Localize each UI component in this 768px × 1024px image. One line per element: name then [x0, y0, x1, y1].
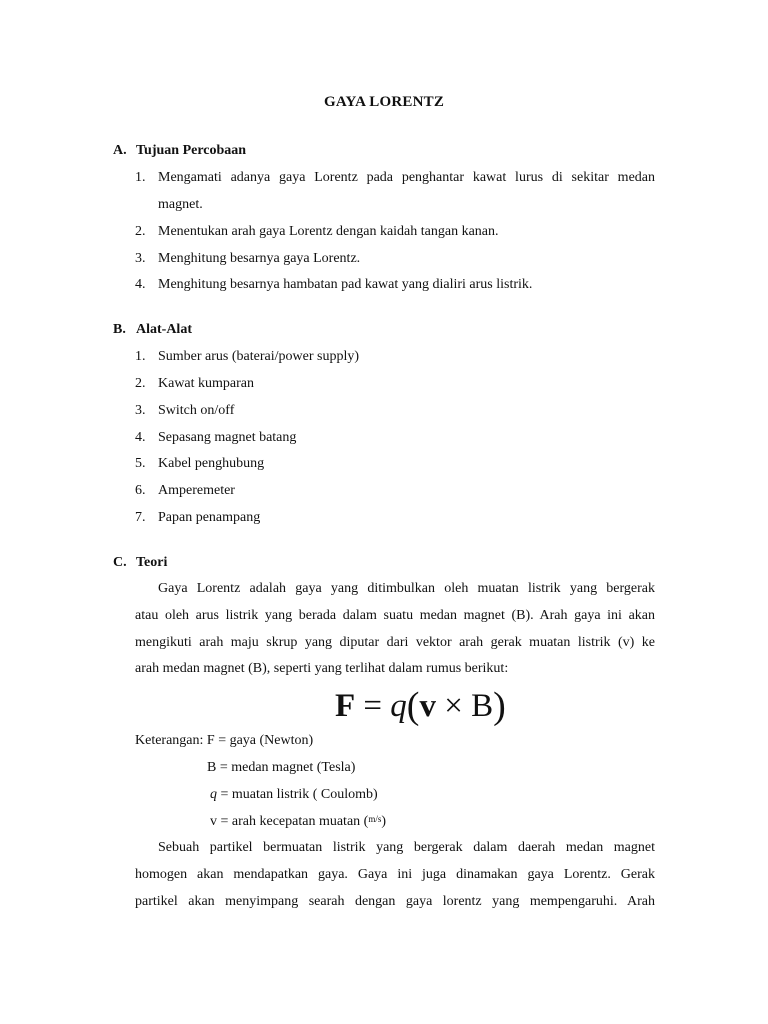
keterangan-label: Keterangan: F = gaya (Newton): [135, 733, 314, 748]
list-number: 2.: [135, 376, 146, 391]
list-number: 3.: [135, 403, 146, 418]
paragraph-line: atau oleh arus listrik yang berada dalam suatu medan magnet (B). Arah gaya ini akan: [135, 608, 655, 623]
formula-force: F: [335, 688, 356, 724]
list-text: Kawat kumparan: [158, 376, 255, 391]
list-item: [135, 456, 655, 472]
list-number: 6.: [135, 483, 146, 498]
list-item: [135, 349, 655, 365]
list-number: 7.: [135, 510, 146, 525]
formula-open-paren: (: [406, 685, 420, 727]
list-item: [135, 430, 655, 446]
section-b-heading: [113, 322, 192, 338]
section-c-letter: C.: [113, 555, 127, 570]
list-item: [135, 403, 655, 419]
list-text: Kabel penghubung: [158, 456, 265, 471]
list-number: 5.: [135, 456, 146, 471]
document-title: GAYA LORENTZ: [323, 94, 445, 110]
list-number: 4.: [135, 430, 146, 445]
keterangan-v-text: v = arah kecepatan muatan (: [210, 814, 369, 829]
paragraph-line: Gaya Lorentz adalah gaya yang ditimbulkan oleh muatan listrik yang bergerak: [158, 581, 655, 596]
list-text: Sepasang magnet batang: [158, 430, 297, 445]
formula-charge: q: [390, 688, 407, 724]
list-number: 3.: [135, 251, 146, 266]
section-a-title: Tujuan Percobaan: [136, 143, 247, 158]
keterangan-v-unit: m/s: [368, 814, 382, 824]
formula-cross: ×: [444, 688, 463, 724]
list-text: Switch on/off: [158, 403, 235, 418]
section-b-letter: B.: [113, 322, 126, 337]
list-text: Sumber arus (baterai/power supply): [158, 349, 359, 364]
formula-field: B: [471, 688, 494, 724]
keterangan-q-symbol: q: [210, 787, 217, 802]
formula-equals: =: [363, 688, 383, 724]
list-item: [135, 251, 655, 267]
list-item: [135, 224, 655, 240]
list-item: [135, 277, 655, 293]
list-text: Menghitung besarnya hambatan pad kawat yang dialiri arus listrik.: [158, 277, 533, 292]
section-a-heading: [113, 143, 246, 159]
paragraph-line: arah medan magnet (B), seperti yang terlihat dalam rumus berikut:: [135, 661, 509, 676]
paragraph-line: homogen akan mendapatkan gaya. Gaya ini juga dinamakan gaya Lorentz. Gerak: [135, 867, 655, 882]
list-number: 2.: [135, 224, 146, 239]
keterangan-b: B = medan magnet (Tesla): [207, 760, 356, 775]
keterangan-q-text: = muatan listrik ( Coulomb): [217, 787, 378, 802]
list-number: 4.: [135, 277, 146, 292]
keterangan-v-close: ): [381, 814, 387, 829]
list-text: Menentukan arah gaya Lorentz dengan kaidah tangan kanan.: [158, 224, 499, 239]
list-text: Menghitung besarnya gaya Lorentz.: [158, 251, 361, 266]
formula-velocity: v: [419, 688, 436, 724]
keterangan-v: [210, 814, 386, 830]
list-number: 1.: [135, 170, 146, 185]
list-item: [135, 483, 655, 499]
section-c-heading: [113, 555, 167, 571]
list-item: [135, 510, 655, 526]
list-text: Mengamati adanya gaya Lorentz pada penghantar kawat lurus di sekitar medan: [158, 170, 655, 185]
section-b-title: Alat-Alat: [136, 322, 192, 337]
formula-close-paren: ): [493, 685, 506, 727]
paragraph-line: partikel akan menyimpang searah dengan gaya lorentz yang mempengaruhi. Arah: [135, 894, 655, 909]
list-item: [135, 376, 655, 392]
list-item: [135, 170, 655, 186]
section-c-title: Teori: [136, 555, 168, 570]
list-text-continuation: magnet.: [158, 197, 203, 212]
paragraph-line: Sebuah partikel bermuatan listrik yang bergerak dalam daerah medan magnet: [158, 840, 655, 855]
paragraph-line: mengikuti arah maju skrup yang diputar dari vektor arah gerak muatan listrik (v) ke: [135, 635, 655, 650]
list-text: Papan penampang: [158, 510, 261, 525]
list-number: 1.: [135, 349, 146, 364]
keterangan-q: [210, 787, 378, 803]
list-text: Amperemeter: [158, 483, 235, 498]
lorentz-formula: [335, 684, 506, 728]
section-a-letter: A.: [113, 143, 127, 158]
